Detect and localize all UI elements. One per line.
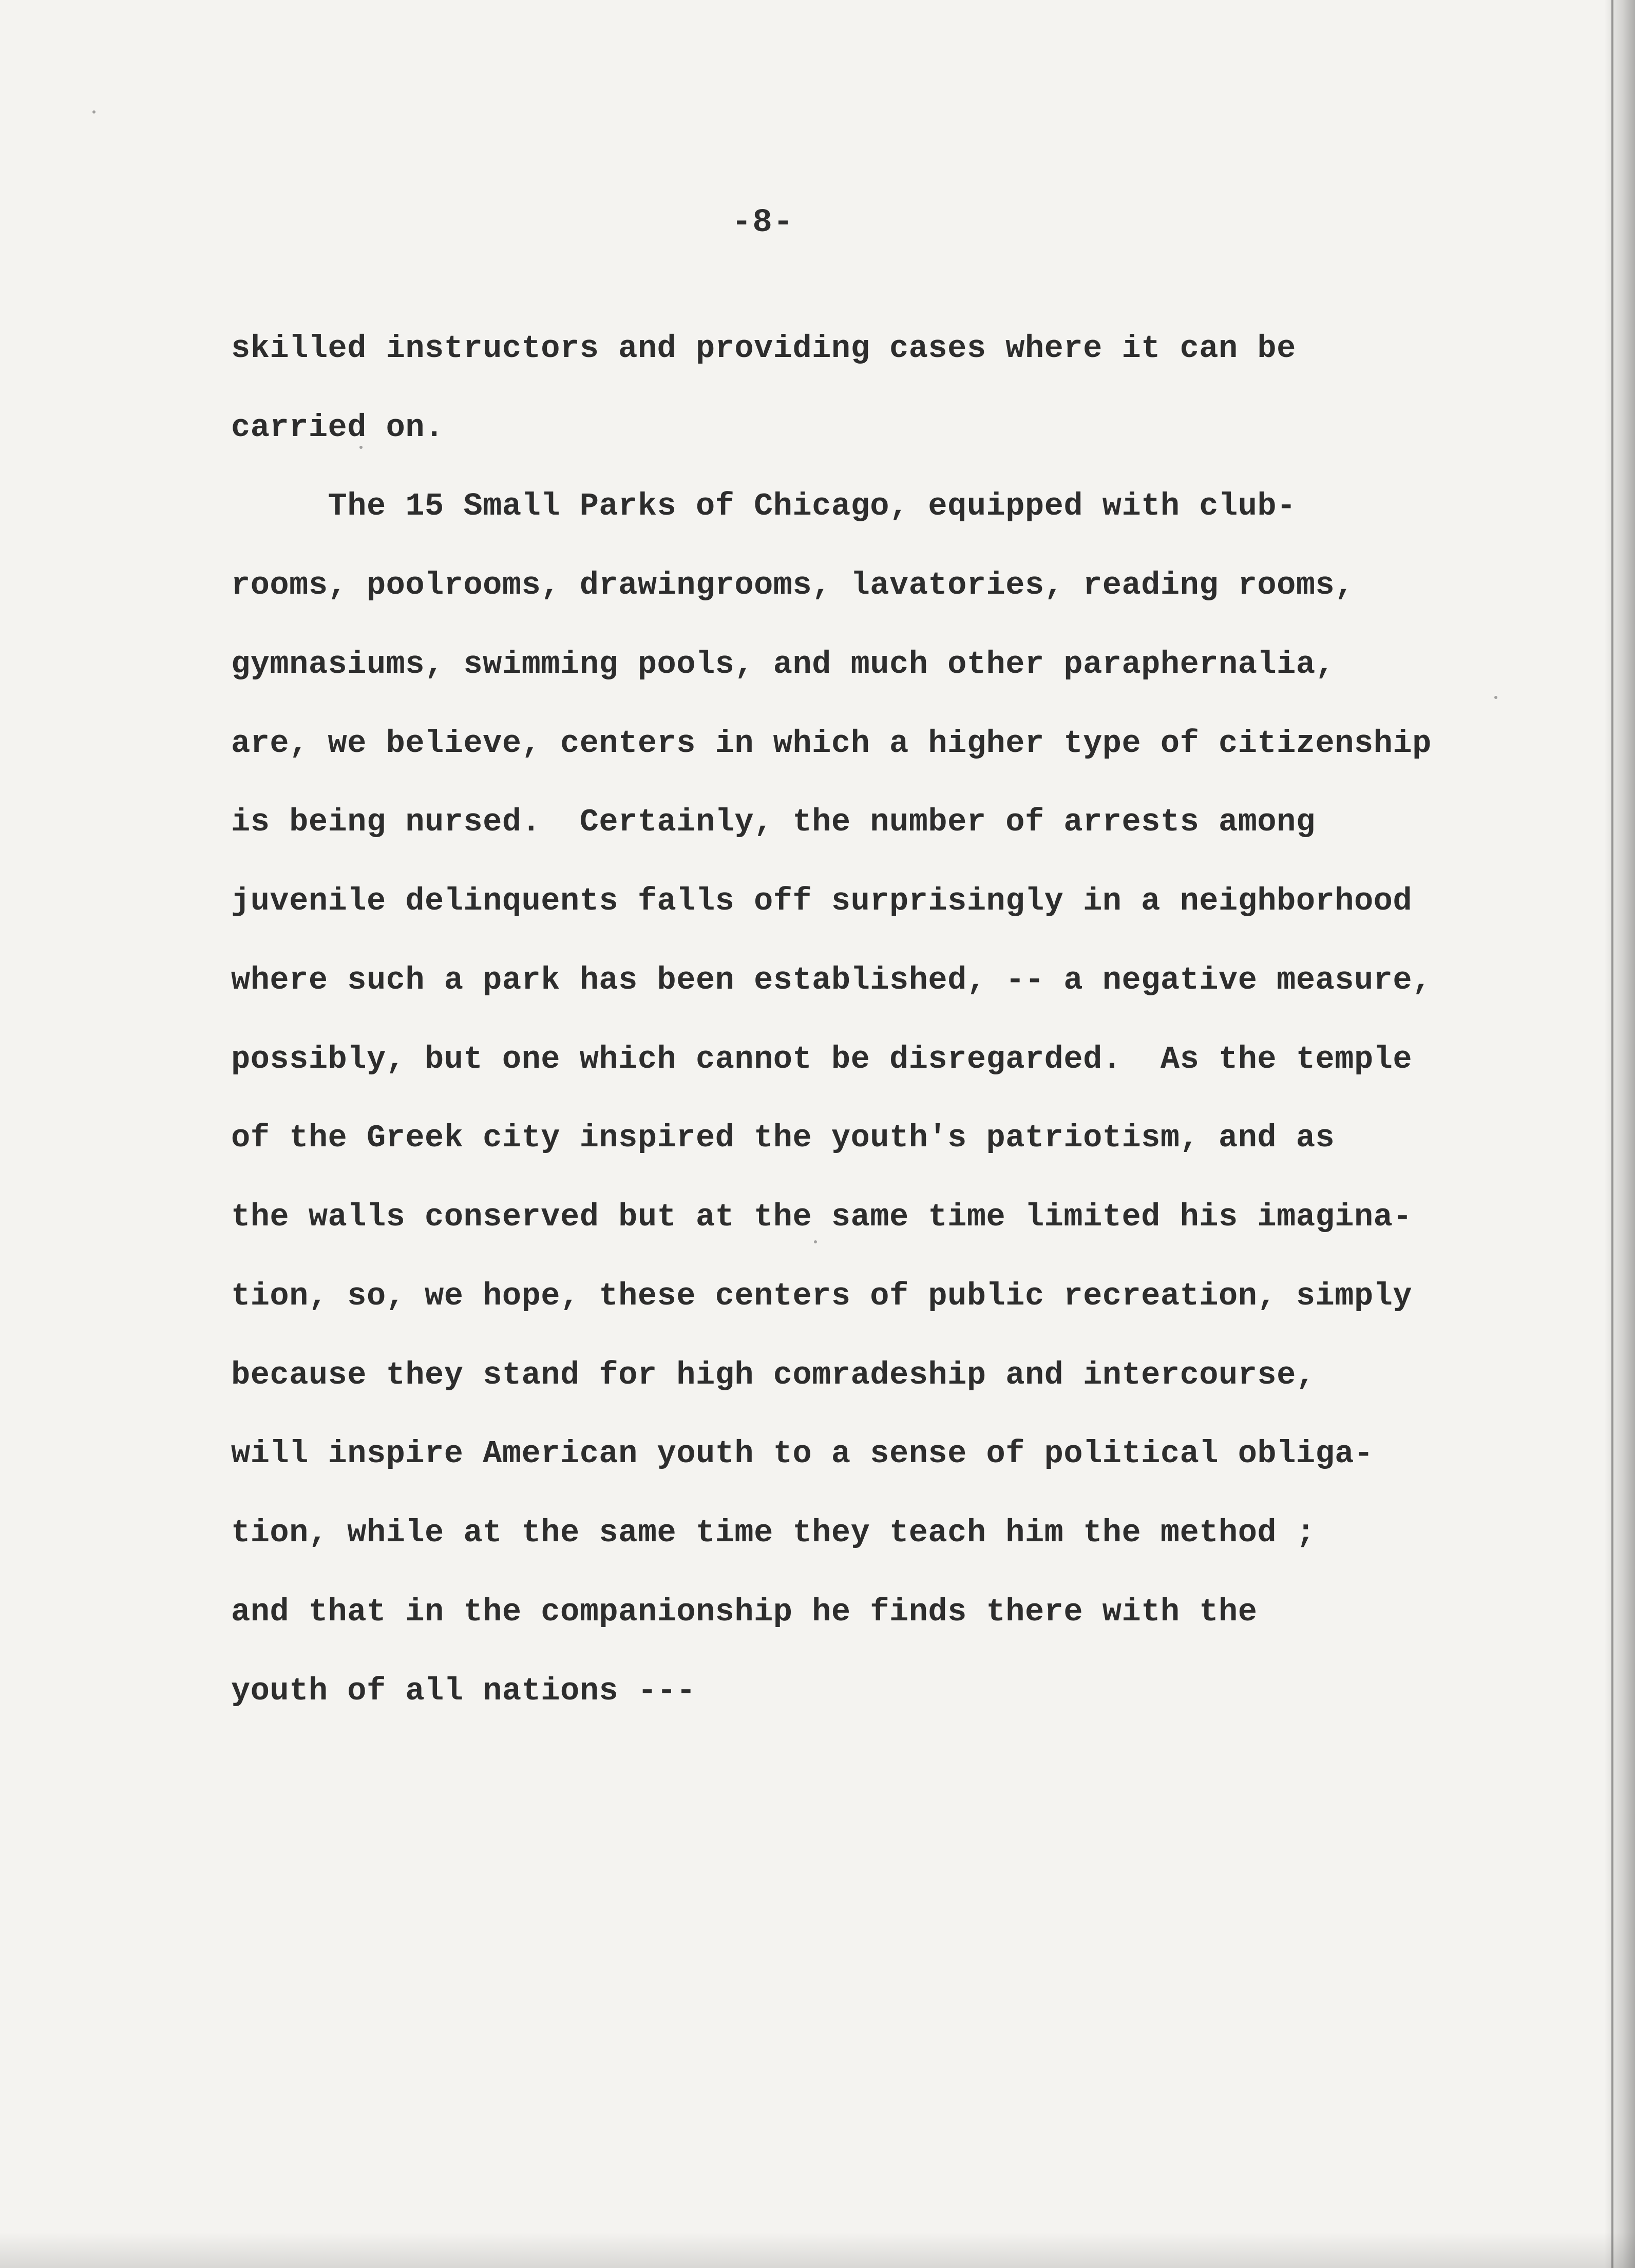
scan-edge-shadow	[1604, 0, 1635, 2268]
ink-speck	[814, 1240, 817, 1243]
body-line: is being nursed. Certainly, the number of arrests among	[231, 804, 1316, 840]
body-line: possibly, but one which cannot be disregarded. As the temple	[231, 1041, 1413, 1078]
ink-speck	[359, 446, 363, 449]
body-line: because they stand for high comradeship and intercourse,	[231, 1357, 1316, 1393]
body-line: of the Greek city inspired the youth's patriotism, and as	[231, 1120, 1335, 1156]
body-line: youth of all nations ---	[231, 1673, 696, 1709]
body-line: tion, so, we hope, these centers of public recreation, simply	[231, 1278, 1413, 1314]
body-line: where such a park has been established, -- a negative measure,	[231, 962, 1432, 998]
scan-edge-line	[1611, 0, 1613, 2268]
body-line: skilled instructors and providing cases where it can be	[231, 330, 1296, 367]
body-line: The 15 Small Parks of Chicago, equipped with club-	[231, 488, 1296, 524]
ink-speck	[1494, 696, 1497, 699]
body-line: carried on.	[231, 409, 444, 446]
body-line: juvenile delinquents falls off surprisingly in a neighborhood	[231, 883, 1413, 919]
scan-bottom-shadow	[0, 2232, 1635, 2268]
body-line: will inspire American youth to a sense of political obliga-	[231, 1435, 1374, 1472]
body-line: rooms, poolrooms, drawingrooms, lavatories, reading rooms,	[231, 567, 1354, 603]
body-line: tion, while at the same time they teach him the method ;	[231, 1515, 1316, 1551]
body-line: the walls conserved but at the same time limited his imagina-	[231, 1199, 1413, 1235]
body-line: gymnasiums, swimming pools, and much other paraphernalia,	[231, 646, 1335, 683]
page-number: -8-	[732, 204, 794, 241]
body-line: and that in the companionship he finds there with the	[231, 1594, 1258, 1630]
body-line: are, we believe, centers in which a higher type of citizenship	[231, 725, 1432, 762]
ink-speck	[92, 110, 96, 114]
